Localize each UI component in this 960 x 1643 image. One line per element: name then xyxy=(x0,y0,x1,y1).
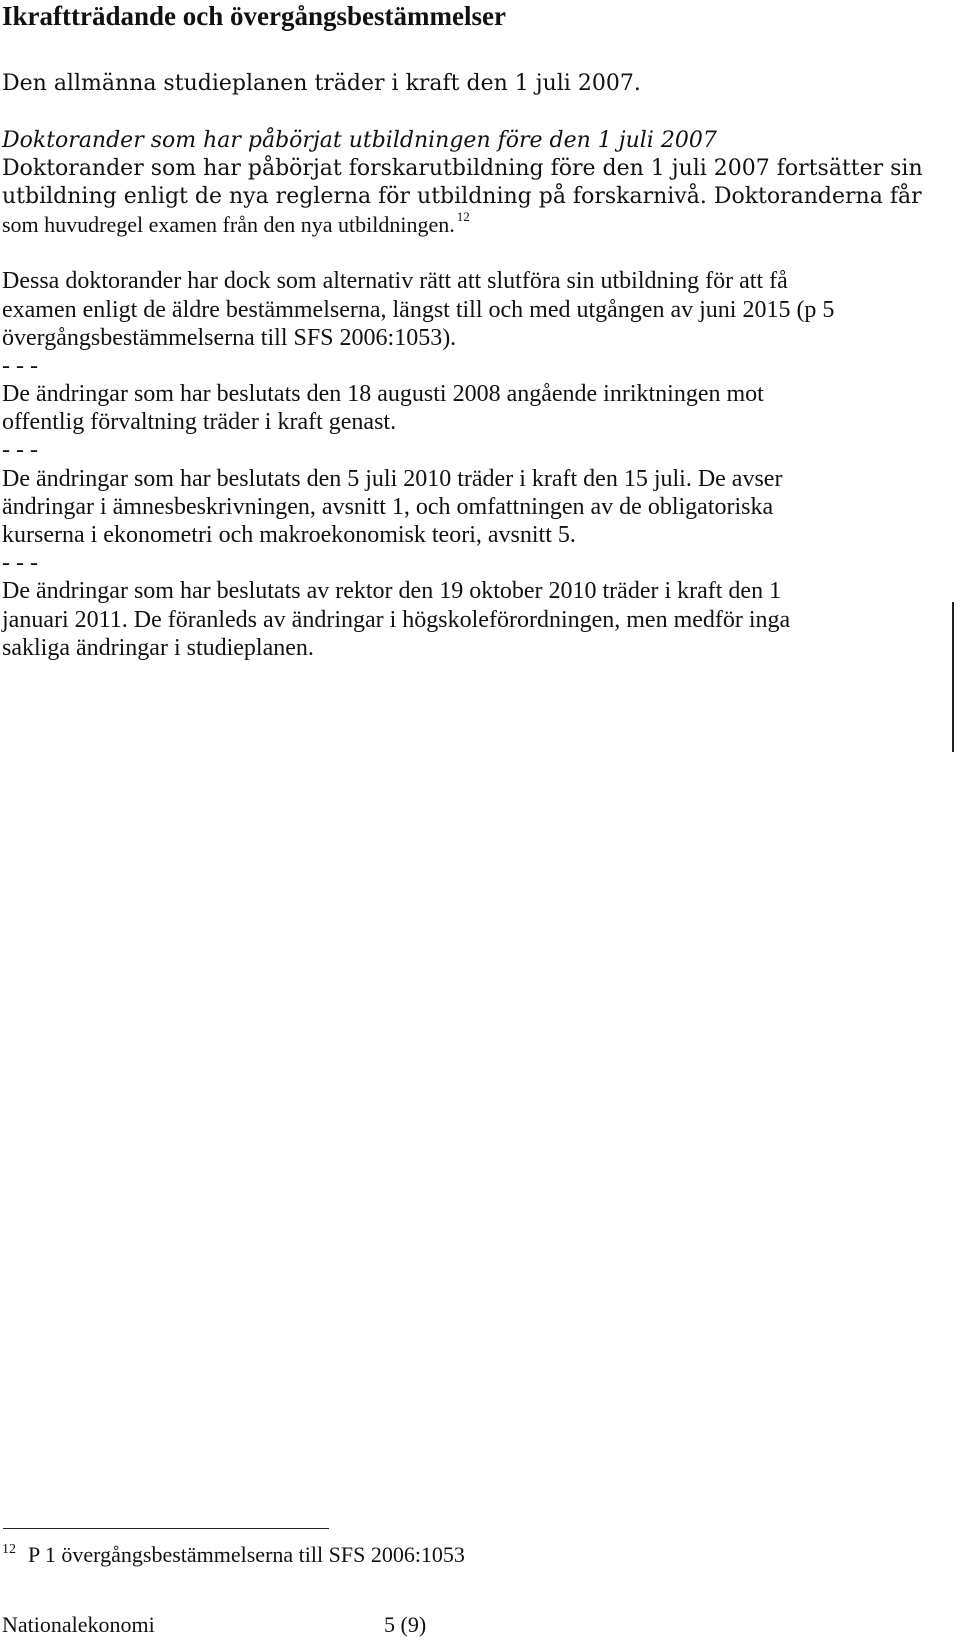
paragraph-3-line-2: offentlig förvaltning träder i kraft genast. xyxy=(2,409,397,435)
paragraph-1-line-1: Doktorander som har påbörjat forskarutbildning före den 1 juli 2007 fortsätter sin xyxy=(2,156,923,181)
paragraph-2-line-1: Dessa doktorander har dock som alternativ rätt att slutföra sin utbildning för att få xyxy=(2,268,788,294)
paragraph-2-line-3: övergångsbestämmelserna till SFS 2006:1053). xyxy=(2,325,457,351)
paragraph-1-line-3-row xyxy=(2,210,470,240)
paragraph-2-line-2: examen enligt de äldre bestämmelserna, längst till och med utgången av juni 2015 (p 5 xyxy=(2,297,835,323)
paragraph-4-line-1: De ändringar som har beslutats den 5 juli 2010 träder i kraft den 15 juli. De avser xyxy=(2,466,783,492)
paragraph-5-line-1: De ändringar som har beslutats av rektor den 19 oktober 2010 träder i kraft den 1 xyxy=(2,578,782,604)
separator-1: - - - xyxy=(2,353,38,379)
paragraph-4-line-2: ändringar i ämnesbeskrivningen, avsnitt 1, och omfattningen av de obligatoriska xyxy=(2,494,774,520)
revision-change-bar xyxy=(952,602,954,752)
paragraph-5-line-2: januari 2011. De föranleds av ändringar i högskoleförordningen, men medför inga xyxy=(2,607,791,633)
footer-document-name: Nationalekonomi xyxy=(2,1612,155,1637)
paragraph-1-line-2: utbildning enligt de nya reglerna för utbildning på forskarnivå. Doktoranderna får xyxy=(2,184,922,209)
intro-text: Den allmänna studieplanen träder i kraft den 1 juli 2007. xyxy=(2,71,641,96)
footer-page-number: 5 (9) xyxy=(384,1612,427,1637)
paragraph-1-line-3: som huvudregel examen från den nya utbildningen. xyxy=(2,212,455,237)
separator-3: - - - xyxy=(2,550,38,576)
footnote-text: P 1 övergångsbestämmelserna till SFS 2006:1053 xyxy=(28,1542,465,1567)
paragraph-5-line-3: sakliga ändringar i studieplanen. xyxy=(2,635,314,661)
footnote-reference: 12 xyxy=(456,209,470,224)
paragraph-3-line-1: De ändringar som har beslutats den 18 augusti 2008 angående inriktningen mot xyxy=(2,381,764,407)
subheading-italic: Doktorander som har påbörjat utbildningen före den 1 juli 2007 xyxy=(2,128,717,153)
footnote-divider xyxy=(3,1528,329,1529)
footnote: 12 P 1 övergångsbestämmelserna till SFS 2006:1053 xyxy=(2,1542,465,1567)
section-heading: Ikraftträdande och övergångsbestämmelser xyxy=(2,1,506,31)
separator-2: - - - xyxy=(2,437,38,463)
paragraph-4-line-3: kurserna i ekonometri och makroekonomisk teori, avsnitt 5. xyxy=(2,522,576,548)
